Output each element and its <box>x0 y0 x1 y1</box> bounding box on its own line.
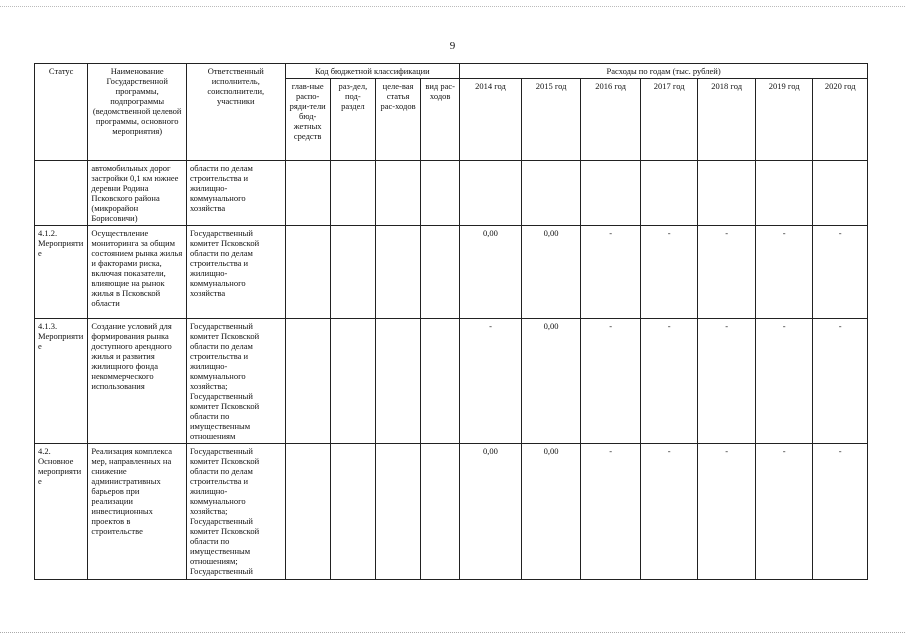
header-year-2015: 2015 год <box>521 79 581 161</box>
row-value-2017: - <box>640 226 698 319</box>
header-year-2014: 2014 год <box>460 79 522 161</box>
row-value-2018: - <box>698 444 756 580</box>
header-year-2018: 2018 год <box>698 79 756 161</box>
header-year-2020: 2020 год <box>813 79 868 161</box>
row-status: 4.1.2. Мероприятие <box>35 226 88 319</box>
row-code-cell <box>330 161 375 226</box>
row-value-2017 <box>640 161 698 226</box>
row-status: 4.2. Основное мероприятие <box>35 444 88 580</box>
row-value-2019 <box>755 161 813 226</box>
row-code-cell <box>421 319 460 444</box>
table-row <box>35 161 868 226</box>
row-value-2020 <box>813 161 868 226</box>
row-value-2018: - <box>698 319 756 444</box>
header-section: раз-дел, под-раздел <box>330 79 375 161</box>
row-status: 4.1.3. Мероприятие <box>35 319 88 444</box>
row-value-2020: - <box>813 319 868 444</box>
header-year-2016: 2016 год <box>581 79 641 161</box>
row-value-2017: - <box>640 319 698 444</box>
header-name: Наименование Государственной программы, подпрограммы (ведомственной целевой программы, основного мероприятия) <box>88 64 187 161</box>
row-code-cell <box>330 444 375 580</box>
row-value-2018: - <box>698 226 756 319</box>
row-executor: области по делам строительства и жилищно-коммунального хозяйства <box>186 161 285 226</box>
row-executor: Государственный комитет Псковской области по делам строительства и жилищно-коммунального хозяйства; Государственный комитет Псковской области по имущественным отношениям; Государственный <box>186 444 285 580</box>
row-name: Реализация комплекса мер, направленных на снижение административных барьеров при реализации инвестиционных проектов в строительстве <box>88 444 187 580</box>
row-status <box>35 161 88 226</box>
header-year-2017: 2017 год <box>640 79 698 161</box>
row-value-2014: - <box>460 319 522 444</box>
table-row <box>35 319 868 444</box>
row-code-cell <box>375 226 420 319</box>
header-expense-type: вид рас-ходов <box>421 79 460 161</box>
row-value-2016: - <box>581 444 641 580</box>
row-code-cell <box>285 226 330 319</box>
row-value-2014: 0,00 <box>460 444 522 580</box>
row-value-2019: - <box>755 319 813 444</box>
row-value-2019: - <box>755 226 813 319</box>
header-main-managers: глав-ные распо-ряди-тели бюд-жетных средств <box>285 79 330 161</box>
header-expenses: Расходы по годам (тыс. рублей) <box>460 64 868 79</box>
row-value-2016: - <box>581 319 641 444</box>
row-code-cell <box>421 161 460 226</box>
row-code-cell <box>375 161 420 226</box>
row-executor: Государственный комитет Псковской области по делам строительства и жилищно-коммунального хозяйства <box>186 226 285 319</box>
row-value-2016 <box>581 161 641 226</box>
row-name: автомобильных дорог застройки 0,1 км южнее деревни Родина Псковского района (микрорайон Борисовичи) <box>88 161 187 226</box>
row-code-cell <box>285 319 330 444</box>
table-row <box>35 226 868 319</box>
row-code-cell <box>330 319 375 444</box>
row-value-2017: - <box>640 444 698 580</box>
scan-edge-bottom <box>0 632 905 633</box>
row-code-cell <box>375 444 420 580</box>
header-year-2019: 2019 год <box>755 79 813 161</box>
header-executor: Ответственный исполнитель, соисполнители, участники <box>186 64 285 161</box>
table-row <box>35 444 868 580</box>
row-code-cell <box>421 444 460 580</box>
header-target-article: целе-вая статья рас-ходов <box>375 79 420 161</box>
scan-edge-top <box>0 6 905 7</box>
budget-table <box>34 63 868 580</box>
row-code-cell <box>421 226 460 319</box>
page-number: 9 <box>449 40 456 52</box>
row-value-2015: 0,00 <box>521 319 581 444</box>
row-name: Осуществление мониторинга за общим состоянием рынка жилья и факторами риска, включая показатели, влияющие на рынок жилья в Псковской области <box>88 226 187 319</box>
row-value-2014: 0,00 <box>460 226 522 319</box>
row-value-2014 <box>460 161 522 226</box>
row-code-cell <box>285 161 330 226</box>
row-value-2015 <box>521 161 581 226</box>
row-value-2018 <box>698 161 756 226</box>
header-status: Статус <box>35 64 88 161</box>
row-name: Создание условий для формирования рынка доступного арендного жилья и развития жилищного фонда некоммерческого использования <box>88 319 187 444</box>
row-code-cell <box>375 319 420 444</box>
row-value-2016: - <box>581 226 641 319</box>
row-value-2015: 0,00 <box>521 444 581 580</box>
row-value-2020: - <box>813 226 868 319</box>
header-budget-code: Код бюджетной классификации <box>285 64 460 79</box>
row-value-2015: 0,00 <box>521 226 581 319</box>
row-code-cell <box>285 444 330 580</box>
row-value-2019: - <box>755 444 813 580</box>
row-code-cell <box>330 226 375 319</box>
row-value-2020: - <box>813 444 868 580</box>
row-executor: Государственный комитет Псковской области по делам строительства и жилищно-коммунального хозяйства; Государственный комитет Псковской области по имущественным отношениям <box>186 319 285 444</box>
